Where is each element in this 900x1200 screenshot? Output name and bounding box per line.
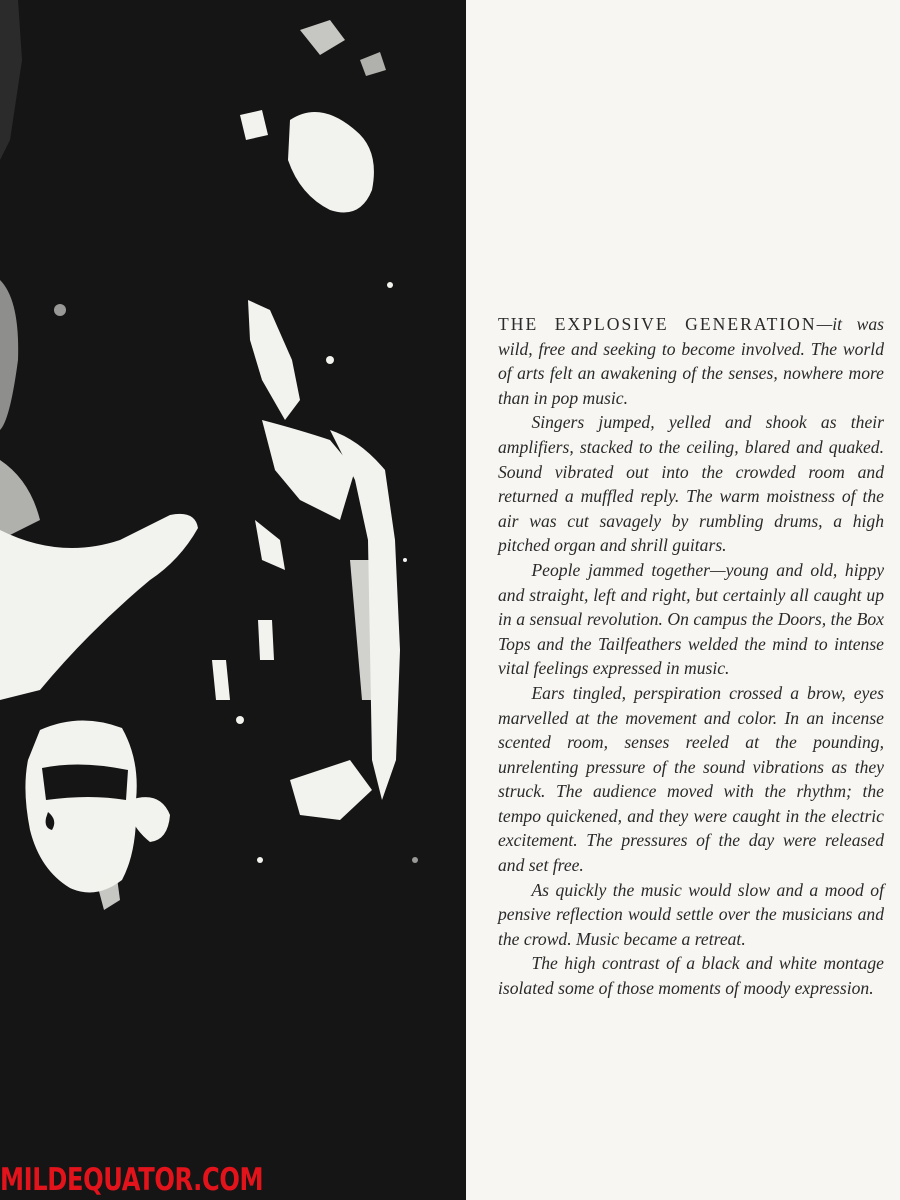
lead-text: —it was wild, free and seeking to become involved. The world of arts felt an awakening of the senses, nowhere more than in pop music. [498,314,884,408]
paragraph: People jammed together—young and old, hippy and straight, left and right, but certainly all caught up in a sensual revolution. On campus the Doors, the Box Tops and the Tailfeathers welded the mind to intense vital feelings expressed in music. [498,559,884,679]
lead-heading: THE EXPLOSIVE GENERATION [498,314,817,334]
article-text [498,312,884,1001]
watermark: MILDEQUATOR.COM [0,1162,264,1198]
paragraph: Singers jumped, yelled and shook as their amplifiers, stacked to the ceiling, blared and quaked. Sound vibrated out into the crowded room and returned a muffled reply. The warm moistness of the air was cut savagely by rumbling drums, a high pitched organ and shrill guitars. [498,412,884,556]
paragraph: As quickly the music would slow and a mood of pensive reflection would settle over the musicians and the crowd. Music became a retreat. [498,879,884,949]
paragraph: Ears tingled, perspiration crossed a brow, eyes marvelled at the movement and color. In an incense scented room, senses reeled at the pounding, unrelenting pressure of the sound vibrations as they struck. The audience moved with the rhythm; the tempo quickened, and they were caught in the electric excitement. The pressures of the day were released and set free. [498,682,884,876]
lead-paragraph [498,312,884,410]
paragraph: The high contrast of a black and white montage isolated some of those moments of moody expression. [498,953,884,999]
